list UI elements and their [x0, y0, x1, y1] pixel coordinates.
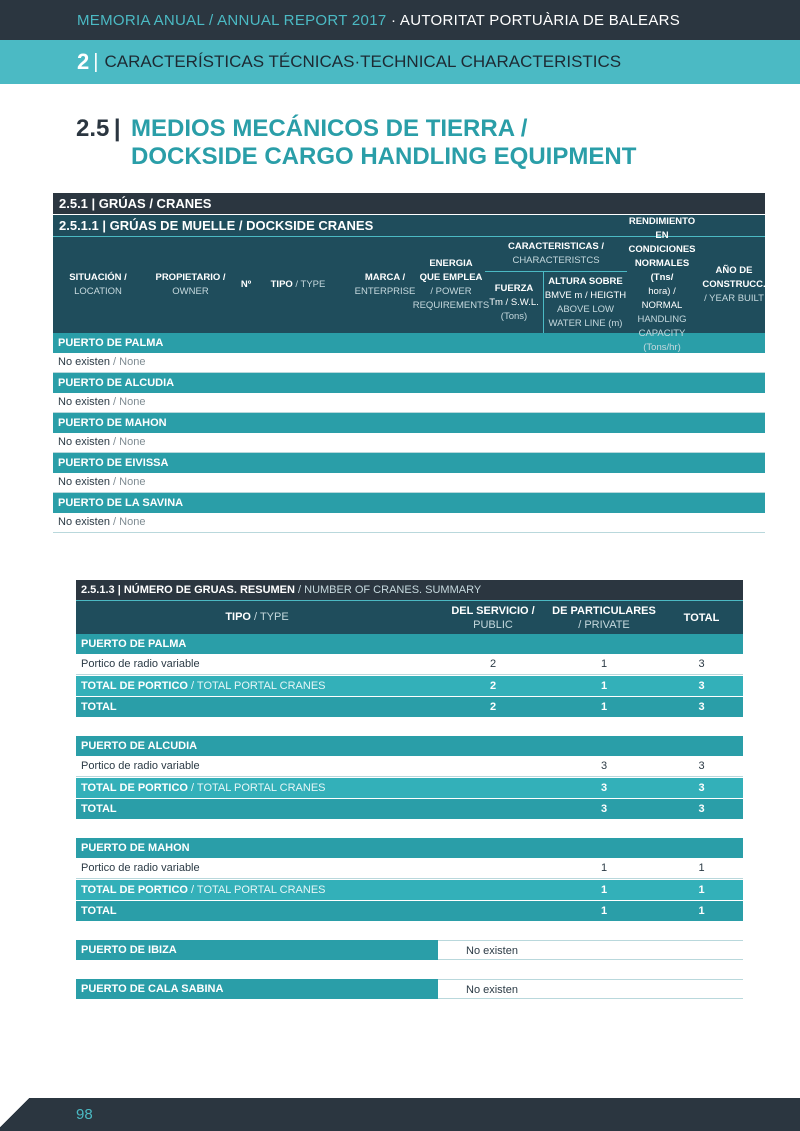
t2-port-alcudia [76, 736, 743, 756]
col-altura1: ALTURA SOBRE [548, 275, 623, 287]
t2-total-portal-row [76, 879, 743, 900]
total-value: 3 [698, 803, 705, 815]
t2-item-row [76, 756, 743, 777]
table1-subtitle: 2.5.1.1 | GRÚAS DE MUELLE / DOCKSIDE CRANES [53, 214, 765, 236]
t2-col-type [76, 601, 438, 634]
none-row-eivissa [53, 473, 765, 493]
col-altura2: BMVE m / HEIGTH [544, 289, 627, 301]
tp-es: TOTAL DE PORTICO [81, 782, 188, 794]
none-es: No existen [58, 356, 110, 368]
section-title-es: CARACTERÍSTICAS TÉCNICAS [104, 52, 355, 71]
t2-servicio2: PUBLIC [473, 618, 513, 631]
private-value: 3 [600, 760, 608, 772]
port-value: No existen [438, 940, 743, 960]
port-row-alcudia: PUERTO DE ALCUDIA [53, 373, 765, 393]
section-divider: | [93, 50, 99, 73]
port-label: PUERTO DE IBIZA [76, 940, 438, 960]
page-title-separator: | [113, 115, 121, 142]
private-value: 1 [600, 701, 608, 713]
header-dot: · [386, 11, 400, 29]
t2-part2: / PRIVATE [578, 618, 630, 631]
total-label: TOTAL [81, 803, 117, 815]
total-portal-label [81, 676, 326, 696]
col-caract2: CHARACTERISTCS [512, 255, 600, 266]
section-title-en: TECHNICAL CHARACTERISTICS [360, 52, 622, 71]
table1-title: 2.5.1 | GRÚAS / CRANES [53, 193, 765, 214]
page-title-line2: DOCKSIDE CARGO HANDLING EQUIPMENT [131, 143, 637, 170]
private-value: 1 [600, 658, 608, 670]
total-portal-label [81, 778, 326, 798]
total-value: 3 [698, 658, 705, 670]
none-es: No existen [58, 396, 110, 408]
t2-total-row [76, 900, 743, 921]
private-value: 1 [600, 905, 608, 917]
tp-es: TOTAL DE PORTICO [81, 680, 188, 692]
none-es: No existen [58, 516, 110, 528]
none-row-alcudia [53, 393, 765, 413]
page-title-line1: MEDIOS MECÁNICOS DE TIERRA / [131, 115, 528, 142]
t2-item-row [76, 858, 743, 879]
table2-title-en: / NUMBER OF CRANES. SUMMARY [298, 584, 482, 596]
col-type-en: / TYPE [292, 279, 326, 290]
col-rend2: EN CONDICIONES [628, 230, 696, 255]
col-energia1: ENERGIA [429, 258, 473, 269]
port-row-mahon: PUERTO DE MAHON [53, 413, 765, 433]
col-fuerza2: Tm / S.W.L. [489, 296, 539, 308]
public-value: 2 [489, 701, 497, 713]
header-slash: / [204, 11, 218, 29]
col-owner [148, 237, 233, 333]
tp-en: / TOTAL PORTAL CRANES [187, 884, 326, 896]
report-header-text [77, 12, 680, 29]
total-value: 3 [698, 680, 705, 692]
col-rend3: NORMALES (Tns/ [634, 258, 690, 283]
col-ano3: / YEAR BUILT [704, 293, 764, 304]
private-value: 1 [600, 884, 608, 896]
t2-col-public [438, 601, 548, 634]
col-situacion: SITUACIÓN / [69, 272, 127, 283]
item-label: Portico de radio variable [81, 760, 200, 772]
t2-port-mahon [76, 838, 743, 858]
col-altura4: WATER LINE (m) [548, 317, 623, 329]
t2-total: TOTAL [683, 611, 720, 624]
tp-en: / TOTAL PORTAL CRANES [187, 680, 326, 692]
col-energy [412, 237, 490, 333]
header-memoria: MEMORIA ANUAL [77, 11, 205, 29]
public-value: 2 [489, 680, 497, 692]
col-fuerza3: (Tons) [500, 310, 528, 322]
total-value: 1 [698, 905, 705, 917]
item-label: Portico de radio variable [81, 658, 200, 670]
col-brand [353, 237, 417, 333]
none-en: / None [109, 396, 146, 408]
port-value: No existen [438, 979, 743, 999]
none-row-mahon [53, 433, 765, 453]
col-capacity [627, 216, 697, 353]
none-row-palma [53, 353, 765, 373]
col-caract1: CARACTERISTICAS / [507, 241, 605, 252]
total-portal-label [81, 880, 326, 900]
port-label: PUERTO DE ALCUDIA [81, 740, 198, 752]
col-number [235, 237, 257, 333]
col-ano2: CONSTRUCC. [702, 279, 766, 290]
t2-tipo: TIPO [225, 611, 251, 623]
private-value: 1 [600, 680, 608, 692]
t2-servicio1: DEL SERVICIO / [451, 604, 535, 617]
private-value: 3 [600, 782, 608, 794]
col-propietario: PROPIETARIO / [155, 272, 226, 283]
t2-part1: DE PARTICULARES [552, 604, 656, 617]
page-title [76, 115, 636, 171]
private-value: 1 [600, 862, 608, 874]
col-rend5: HANDLING [637, 314, 687, 325]
port-row-eivissa: PUERTO DE EIVISSA [53, 453, 765, 473]
col-enterprise: ENTERPRISE [354, 286, 416, 297]
none-en: / None [109, 476, 146, 488]
table2-title-es: 2.5.1.3 | NÚMERO DE GRUAS. RESUMEN [81, 584, 299, 596]
page-footer [0, 1098, 800, 1131]
none-en: / None [109, 436, 146, 448]
t2-total-portal-row [76, 675, 743, 696]
port-label: PUERTO DE PALMA [81, 638, 187, 650]
col-height [544, 272, 627, 333]
col-energia3: / POWER [430, 286, 472, 297]
public-value: 2 [489, 658, 497, 670]
none-es: No existen [58, 436, 110, 448]
col-type [263, 237, 333, 333]
t2-item-row [76, 654, 743, 675]
col-location-en: LOCATION [74, 286, 122, 297]
section-bar [0, 40, 800, 84]
port-label: PUERTO DE MAHON [81, 842, 190, 854]
col-rend4: hora) / NORMAL [641, 286, 683, 311]
col-energia2: QUE EMPLEA [419, 272, 483, 283]
none-en: / None [109, 516, 146, 528]
none-es: No existen [58, 476, 110, 488]
total-value: 3 [698, 701, 705, 713]
page-number: 98 [76, 1106, 93, 1123]
header-annual: ANNUAL REPORT 2017 [217, 11, 387, 29]
total-value: 1 [698, 884, 705, 896]
t2-total-row [76, 696, 743, 717]
section-number: 2 [77, 49, 90, 74]
t2-port-palma [76, 634, 743, 654]
col-tipo: TIPO [270, 279, 293, 290]
col-owner-en: OWNER [172, 286, 209, 297]
t2-type: / TYPE [250, 611, 289, 623]
col-rend6: CAPACITY (Tons/hr) [638, 328, 686, 353]
total-value: 3 [698, 760, 705, 772]
col-ano1: AÑO DE [715, 265, 753, 276]
total-label: TOTAL [81, 701, 117, 713]
port-row-savina: PUERTO DE LA SAVINA [53, 493, 765, 513]
col-no: Nº [240, 279, 252, 290]
t2-total-portal-row [76, 777, 743, 798]
port-label: PUERTO DE CALA SABINA [76, 979, 438, 999]
none-row-savina [53, 513, 765, 533]
port-row-palma: PUERTO DE PALMA [53, 333, 765, 353]
dockside-cranes-table [53, 193, 765, 533]
col-force [485, 272, 544, 333]
footer-corner-decoration [0, 1098, 44, 1131]
table2-column-headers [76, 600, 743, 634]
col-characteristics [485, 237, 627, 272]
col-location [53, 237, 143, 333]
t2-col-total [660, 601, 743, 634]
total-value: 1 [698, 862, 705, 874]
col-year [703, 237, 765, 333]
col-energia4: REQUIREMENTS [412, 300, 490, 311]
col-altura3: ABOVE LOW [556, 303, 614, 315]
total-value: 3 [698, 782, 705, 794]
t2-port-ibiza [76, 940, 743, 960]
header-authority: AUTORITAT PORTUÀRIA DE BALEARS [399, 11, 681, 29]
t2-total-row [76, 798, 743, 819]
private-value: 3 [600, 803, 608, 815]
col-rend1: RENDIMIENTO [628, 216, 696, 227]
page-title-number: 2.5 [76, 115, 110, 142]
item-label: Portico de radio variable [81, 862, 200, 874]
tp-es: TOTAL DE PORTICO [81, 884, 188, 896]
tp-en: / TOTAL PORTAL CRANES [187, 782, 326, 794]
col-fuerza1: FUERZA [494, 282, 534, 294]
none-en: / None [109, 356, 146, 368]
report-header-bar [0, 0, 800, 40]
table2-title [76, 580, 743, 600]
total-label: TOTAL [81, 905, 117, 917]
t2-col-private [548, 601, 660, 634]
t2-port-cala-sabina [76, 979, 743, 999]
section-dot: · [354, 52, 361, 71]
col-marca: MARCA / [364, 272, 406, 283]
cranes-summary-table [76, 580, 743, 999]
